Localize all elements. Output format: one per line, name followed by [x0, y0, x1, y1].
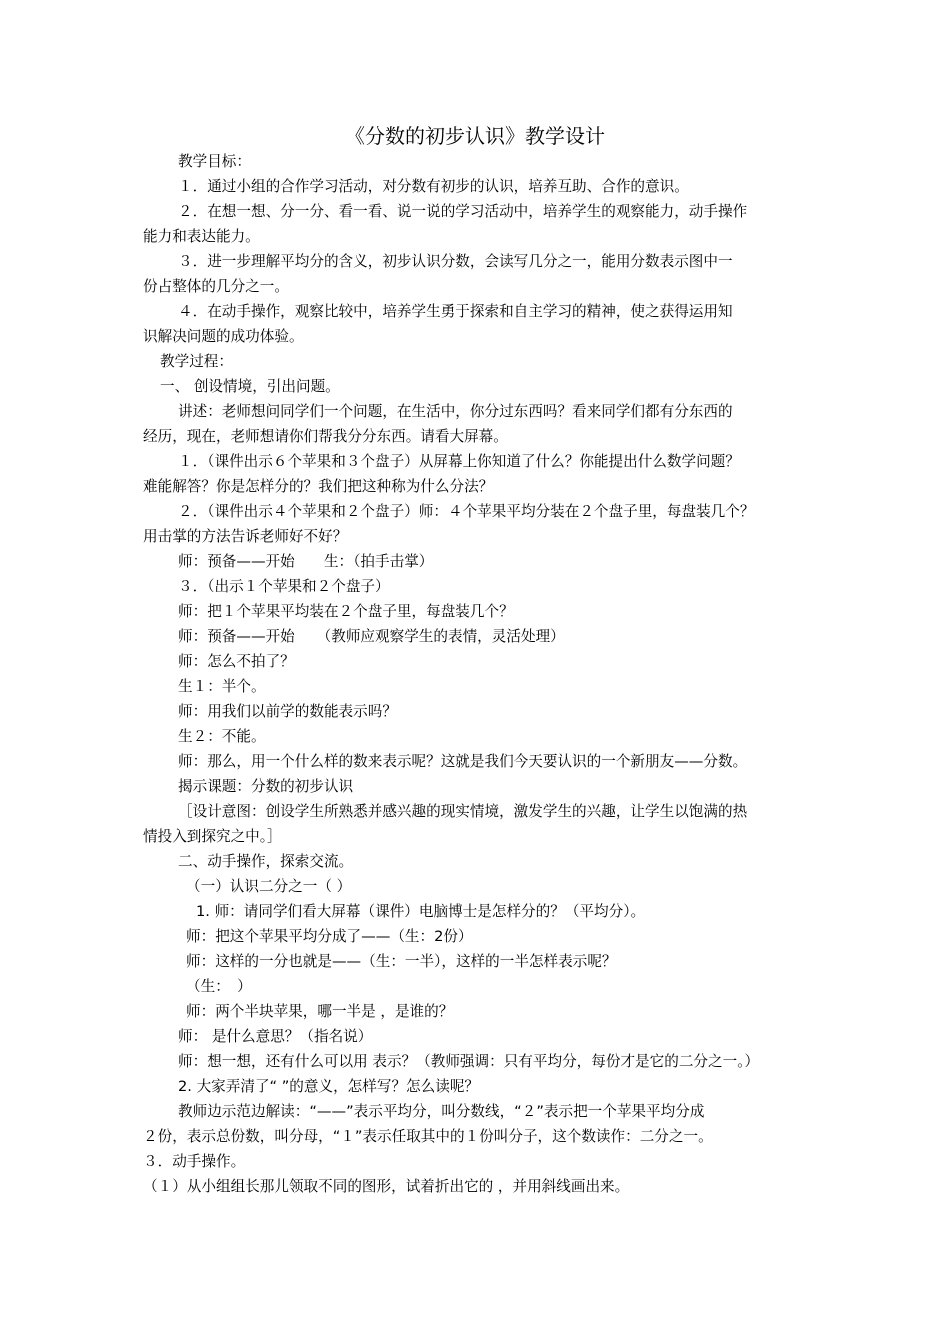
paragraph-line: 师：用我们以前学的数能表示吗？: [178, 703, 397, 720]
paragraph-line: １．通过小组的合作学习活动，对分数有初步的认识，培养互助、合作的意识。: [178, 178, 689, 195]
paragraph-line: ［设计意图：创设学生所熟悉并感兴趣的现实情境，激发学生的兴趣，让学生以饱满的热: [178, 803, 748, 820]
paragraph-line: 教学过程：: [160, 353, 233, 370]
document-title: 《分数的初步认识》教学设计: [345, 124, 605, 148]
paragraph-line: 情投入到探究之中。］: [143, 828, 282, 845]
paragraph-line: 经历，现在，老师想请你们帮我分分东西。请看大屏幕。: [143, 428, 508, 445]
paragraph-line: 能力和表达能力。: [143, 228, 260, 245]
paragraph-line: ２．在想一想、分一分、看一看、说一说的学习活动中，培养学生的观察能力，动手操作: [178, 203, 748, 220]
paragraph-line: 师：那么，用一个什么样的数来表示呢？这就是我们今天要认识的一个新朋友——分数。: [178, 753, 748, 770]
section-heading: 二、动手操作，探索交流。: [178, 853, 354, 870]
paragraph-line: 识解决问题的成功体验。: [143, 328, 304, 345]
paragraph-line: 揭示课题：分数的初步认识: [178, 778, 354, 795]
paragraph-line: ２份，表示总份数，叫分母，“１”表示任取其中的１份叫分子，这个数读作：二分之一。: [143, 1128, 713, 1145]
paragraph-line: 生２：不能。: [178, 728, 266, 745]
paragraph-line: （１）从小组组长那儿领取不同的图形，试着折出它的 ，并用斜线画出来。: [143, 1178, 630, 1195]
paragraph-line: ３．进一步理解平均分的含义，初步认识分数，会读写几分之一，能用分数表示图中一: [178, 253, 733, 270]
paragraph-line: 2. 大家弄清了“ ”的意义，怎样写？怎么读呢？: [178, 1078, 480, 1095]
paragraph-line: 用击掌的方法告诉老师好不好？: [143, 528, 348, 545]
paragraph-line: （生： ）: [186, 978, 252, 995]
paragraph-line: 教学目标：: [178, 153, 251, 170]
paragraph-line: １．（课件出示６个苹果和３个盘子）从屏幕上你知道了什么？你能提出什么数学问题？: [178, 453, 740, 470]
paragraph-line: 师：两个半块苹果，哪一半是 ，是谁的？: [186, 1003, 454, 1020]
paragraph-line: 难能解答？你是怎样分的？我们把这种称为什么分法？: [143, 478, 494, 495]
paragraph-line: ４．在动手操作，观察比较中，培养学生勇于探索和自主学习的精神，使之获得运用知: [178, 303, 733, 320]
paragraph-line: 生１：半个。: [178, 678, 266, 695]
section-heading: 一、 创设情境，引出问题。: [160, 378, 340, 395]
paragraph-line: ３．动手操作。: [143, 1153, 246, 1170]
paragraph-line: 师：把１个苹果平均装在２个盘子里，每盘装几个？: [178, 603, 514, 620]
paragraph-line: 讲述：老师想问同学们一个问题，在生活中，你分过东西吗？看来同学们都有分东西的: [178, 403, 733, 420]
paragraph-line: 师：想一想，还有什么可以用 表示？（教师强调：只有平均分，每份才是它的二分之一。）: [178, 1053, 760, 1070]
paragraph-line: 师： 是什么意思？（指名说）: [178, 1028, 373, 1045]
subsection-heading: （一）认识二分之一（ ）: [186, 878, 352, 895]
paragraph-line: 师：预备——开始 （教师应观察学生的表情，灵活处理）: [178, 628, 565, 645]
paragraph-line: 师：把这个苹果平均分成了——（生：2份）: [186, 928, 473, 945]
paragraph-line: 教师边示范边解读：“——”表示平均分，叫分数线，“２”表示把一个苹果平均分成: [178, 1103, 705, 1120]
paragraph-line: 师：预备——开始 生：（拍手击掌）: [178, 553, 434, 570]
paragraph-line: 师：怎么不拍了？: [178, 653, 295, 670]
paragraph-line: 师：这样的一分也就是——（生：一半），这样的一半怎样表示呢？: [186, 953, 617, 970]
paragraph-line: 1. 师：请同学们看大屏幕（课件）电脑博士是怎样分的？（平均分）。: [196, 903, 646, 920]
paragraph-line: ２．（课件出示４个苹果和２个盘子）师：４个苹果平均分装在２个盘子里，每盘装几个？: [178, 503, 755, 520]
paragraph-line: ３．（出示１个苹果和２个盘子）: [178, 578, 390, 595]
paragraph-line: 份占整体的几分之一。: [143, 278, 289, 295]
